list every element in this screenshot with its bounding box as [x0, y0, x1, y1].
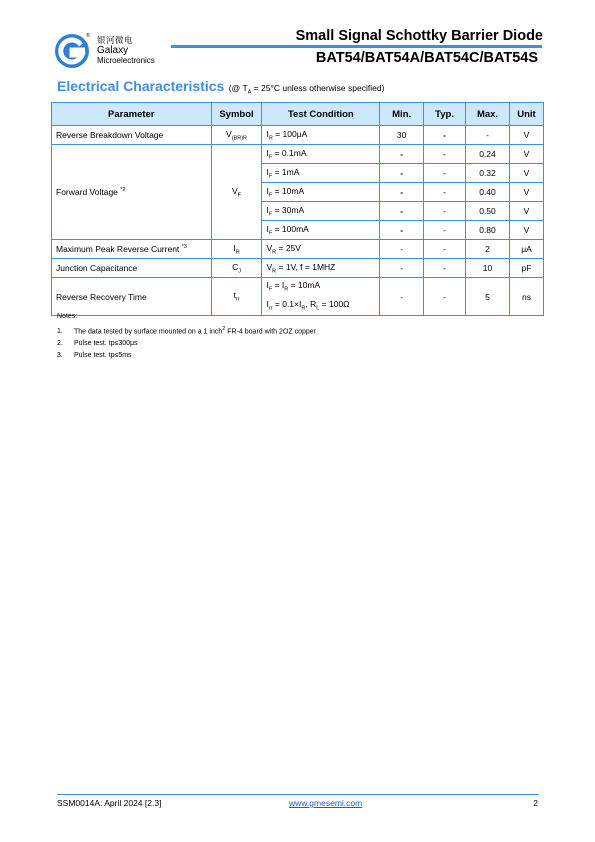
condition-cell: $I_F = 10mA$	[262, 183, 380, 202]
max-cell: 2	[466, 240, 510, 259]
symbol-cell: $I_R$	[211, 240, 262, 259]
footer-page-number: 2	[533, 798, 538, 808]
max-cell: 0.80	[466, 221, 510, 240]
param-cell: Forward Voltage $^{*2}$	[52, 145, 212, 240]
col-header-test-condition: Test Condition	[262, 103, 380, 126]
note-item: 3. Pulse test. tp≤5ms	[57, 352, 132, 360]
unit-cell: pF	[509, 259, 543, 278]
typ-cell: -	[424, 221, 466, 240]
max-cell: 0.40	[466, 183, 510, 202]
typ-cell: -	[424, 126, 466, 145]
table-row	[52, 126, 544, 145]
typ-cell: -	[424, 164, 466, 183]
min-cell: -	[380, 202, 424, 221]
typ-cell: -	[424, 278, 466, 316]
note-item: 2. Pulse test. tp≤300μs	[57, 340, 138, 348]
logo-text	[97, 35, 155, 66]
condition-cell: $V_R = 25V$	[262, 240, 380, 259]
note-item: 1. The data tested by surface mounted on a 1 inch$^2$ FR-4 board with 2OZ copper	[57, 326, 316, 336]
min-cell: 30	[380, 126, 424, 145]
param-cell: Maximum Peak Reverse Current $^{*3}$	[52, 240, 212, 259]
min-cell: -	[380, 221, 424, 240]
col-header-typ: Typ.	[424, 103, 466, 126]
condition-cell: $I_F = 1mA$	[262, 164, 380, 183]
table-header-row	[52, 103, 544, 126]
logo-en-2: Microelectronics	[97, 56, 155, 65]
max-cell: 0.24	[466, 145, 510, 164]
condition-cell: $I_F = 100mA$	[262, 221, 380, 240]
param-cell: Junction Capacitance	[52, 259, 212, 278]
electrical-characteristics-table	[51, 102, 544, 316]
header-divider	[171, 45, 542, 48]
typ-cell: -	[424, 240, 466, 259]
table-row	[52, 240, 544, 259]
typ-cell: -	[424, 183, 466, 202]
symbol-cell: $t_{rr}$	[211, 278, 262, 316]
notes	[57, 311, 316, 362]
condition-cell: $I_R = 100\mu A$	[262, 126, 380, 145]
unit-cell: V	[509, 183, 543, 202]
condition-cell: $V_R = 1V$, f = 1MHZ	[262, 259, 380, 278]
unit-cell: V	[509, 202, 543, 221]
col-header-min: Min.	[380, 103, 424, 126]
col-header-unit: Unit	[509, 103, 543, 126]
min-cell: -	[380, 183, 424, 202]
logo-cn: 银河微电	[97, 35, 134, 45]
unit-cell: μA	[509, 240, 543, 259]
col-header-max: Max.	[466, 103, 510, 126]
registered-mark: ®	[86, 33, 90, 39]
min-cell: -	[380, 240, 424, 259]
min-cell: -	[380, 145, 424, 164]
max-cell: 10	[466, 259, 510, 278]
max-cell: 5	[466, 278, 510, 316]
section-heading	[57, 78, 384, 96]
footer-divider	[57, 794, 539, 795]
company-logo	[54, 33, 174, 69]
unit-cell: V	[509, 164, 543, 183]
symbol-cell: $V_{(BR)R}$	[211, 126, 262, 145]
symbol-cell: $V_F$	[211, 145, 262, 240]
unit-cell: V	[509, 145, 543, 164]
symbol-cell: $C_J$	[211, 259, 262, 278]
galaxy-logo-icon	[54, 33, 90, 69]
section-title: Electrical Characteristics	[57, 78, 225, 94]
logo-en-1: Galaxy	[97, 45, 129, 56]
min-cell: -	[380, 278, 424, 316]
table-row	[52, 259, 544, 278]
typ-cell: -	[424, 145, 466, 164]
document-title: Small Signal Schottky Barrier Diode	[295, 28, 543, 44]
footer-website-link[interactable]: www.gmesemi.com	[289, 798, 363, 808]
footer-doc-id: SSM0014A: April 2024 [2.3]	[57, 798, 162, 808]
condition-cell: $I_F = 30mA$	[262, 202, 380, 221]
max-cell: 0.50	[466, 202, 510, 221]
section-note: (@ $T_A = 25^\circ C$ unless otherwise specified)	[228, 83, 385, 96]
typ-cell: -	[424, 202, 466, 221]
min-cell: -	[380, 164, 424, 183]
part-numbers: BAT54/BAT54A/BAT54C/BAT54S	[315, 50, 538, 66]
max-cell: 0.32	[466, 164, 510, 183]
unit-cell: V	[509, 221, 543, 240]
condition-cell: $I_F = 0.1mA$	[262, 145, 380, 164]
param-cell: Reverse Breakdown Voltage	[52, 126, 212, 145]
param-cell: Reverse Recovery Time	[52, 278, 212, 316]
table-row	[52, 145, 544, 164]
min-cell: -	[380, 259, 424, 278]
col-header-parameter: Parameter	[52, 103, 212, 126]
max-cell: -	[466, 126, 510, 145]
notes-title: Notes:	[57, 313, 78, 320]
unit-cell: ns	[509, 278, 543, 316]
typ-cell: -	[424, 259, 466, 278]
col-header-symbol: Symbol	[211, 103, 262, 126]
condition-cell: $I_F = I_R = 10mA$ $I_{rr} = 0.1\times I_R$, $R_L = 100\Omega$	[262, 278, 380, 316]
unit-cell: V	[509, 126, 543, 145]
